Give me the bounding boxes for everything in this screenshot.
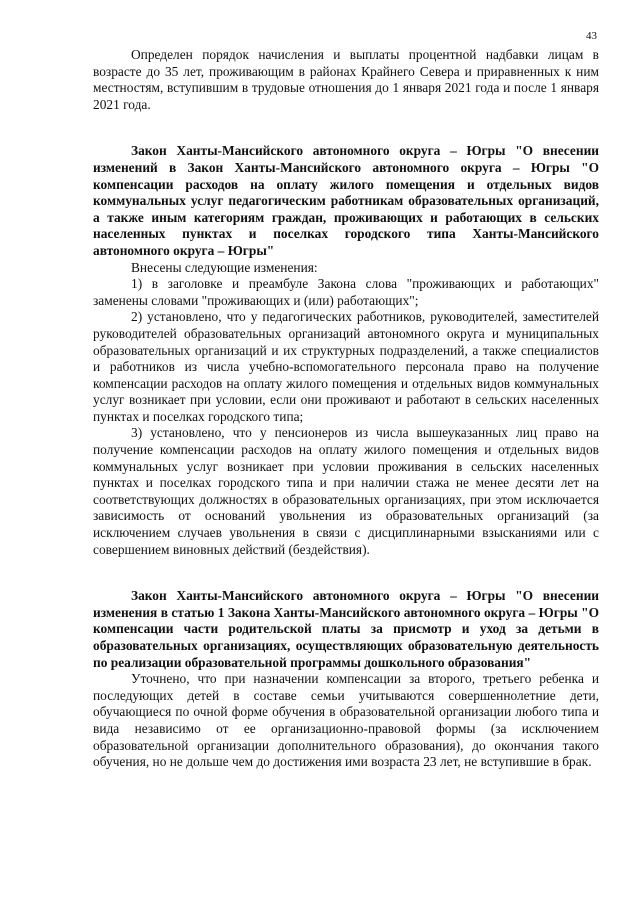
law1-lead: Внесены следующие изменения: xyxy=(131,259,318,275)
law1-item-2: 2) установлено, что у педагогических работников, руководителей, заместителей руководителей образовательных организаций автономного округа и муниципальных образовательных организаций и их структурных подразделений, а также специалистов и работников из числа учебно-вспомогательного персонала право на получение компенсации расходов на оплату жилого помещения и отдельных видов коммунальных услуг возникает при условии, если они проживают и работают в сельских населенных пунктах и поселках городского типа; xyxy=(93,309,599,424)
section-spacer xyxy=(93,113,599,143)
intro-paragraph: Определен порядок начисления и выплаты процентной надбавки лицам в возрасте до 35 лет, проживающим в районах Крайнего Севера и приравненных к ним местностям, вступившим в трудовые отношения до 1 января 2021 года и после 1 января 2021 года. xyxy=(93,47,599,112)
law1-item-3: 3) установлено, что у пенсионеров из числа вышеуказанных лиц право на получение компенсации расходов на оплату жилого помещения и отдельных видов коммунальных услуг возникает при условии проживания в сельских населенных пунктах и поселках городского типа и при наличии стажа не менее десяти лет на соответствующих должностях в образовательных организациях, при этом исключается зависимость от оснований увольнения из образовательных организаций (за исключением случаев увольнения в связи с дисциплинарными взысканиями или с совершением виновных действий (бездействия). xyxy=(93,425,599,557)
law2-body: Уточнено, что при назначении компенсации за второго, третьего ребенка и последующих детей в составе семьи учитываются совершеннолетние дети, обучающиеся по очной форме обучения в образовательной организации любого типа и вида независимо от ее организационно-правовой формы (за исключением образовательной организации дополнительного образования), до окончания такого обучения, но не дольше чем до достижения ими возраста 23 лет, не вступившие в брак. xyxy=(93,671,599,770)
section-spacer xyxy=(93,558,599,588)
law1-item-1: 1) в заголовке и преамбуле Закона слова "проживающих и работающих" заменены словами "проживающих и (или) работающих"; xyxy=(93,276,599,308)
document-body xyxy=(93,47,599,771)
law1-title: Закон Ханты-Мансийского автономного округа – Югры "О внесении изменений в Закон Ханты-Мансийского автономного округа – Югры "О компенсации расходов на оплату жилого помещения и отдельных видов коммунальных услуг педагогическим работникам образовательных организаций, а также иным категориям граждан, проживающих и работающих в сельских населенных пунктах и поселках городского типа Ханты-Мансийского автономного округа – Югры" xyxy=(93,143,599,258)
page-number: 43 xyxy=(586,30,597,42)
law2-title: Закон Ханты-Мансийского автономного округа – Югры "О внесении изменения в статью 1 Закона Ханты-Мансийского автономного округа – Югры "О компенсации части родительской платы за присмотр и уход за детьми в образовательных организациях, осуществляющих образовательную деятельность по реализации образовательной программы дошкольного образования" xyxy=(93,588,599,670)
